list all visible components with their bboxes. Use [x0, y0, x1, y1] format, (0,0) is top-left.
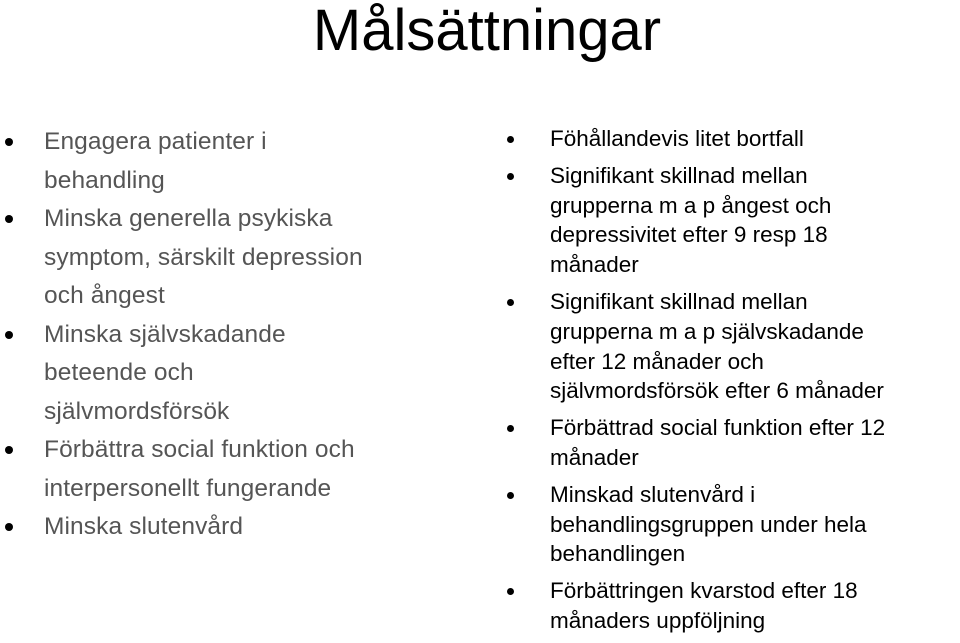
bullet-icon: [507, 136, 514, 143]
bullet-icon: [5, 523, 13, 531]
result-item: [500, 287, 960, 406]
result-item: [500, 161, 960, 280]
bullet-icon: [507, 173, 514, 180]
bullet-icon: [5, 138, 13, 146]
result-text: Förbättrad social funktion efter 12 månader: [550, 415, 886, 470]
result-text: Förbättringen kvarstod efter 18 månaders uppföljning: [550, 578, 858, 633]
goal-item: [0, 200, 470, 316]
goal-item: [0, 316, 470, 432]
goal-item: [0, 123, 470, 200]
result-text: Signifikant skillnad mellan grupperna m a p självskadande efter 12 månader och självmordsförsök efter 6 månader: [550, 288, 884, 404]
bullet-icon: [5, 331, 13, 339]
result-item: [500, 576, 960, 636]
bullet-icon: [5, 446, 13, 454]
bullet-icon: [5, 215, 13, 223]
result-text: Minskad slutenvård i behandlingsgruppen under hela behandlingen: [550, 481, 867, 567]
goal-text: Minska självskadande beteende och självmordsförsök: [44, 320, 286, 425]
goal-text: Minska slutenvård: [44, 513, 244, 540]
result-text: Signifikant skillnad mellan grupperna m a p ångest och depressivitet efter 9 resp 18 månader: [550, 162, 832, 278]
bullet-icon: [507, 588, 514, 595]
result-item: [500, 124, 960, 154]
result-item: [500, 413, 960, 473]
bullet-icon: [507, 492, 514, 499]
slide-title: [0, 0, 960, 62]
result-text: Föhållandevis litet bortfall: [550, 126, 804, 151]
result-item: [500, 480, 960, 569]
bullet-icon: [507, 425, 514, 432]
results-list: [500, 124, 960, 643]
goal-text: Förbättra social funktion och interpersonellt fungerande: [44, 436, 355, 502]
goal-item: [0, 431, 470, 508]
goals-list: [0, 123, 470, 547]
goal-text: Minska generella psykiska symptom, särskilt depression och ångest: [44, 205, 363, 309]
bullet-icon: [507, 299, 514, 306]
goal-item: [0, 508, 470, 547]
goal-text: Engagera patienter i behandling: [44, 128, 267, 194]
slide-title-text: Målsättningar: [312, 0, 662, 63]
